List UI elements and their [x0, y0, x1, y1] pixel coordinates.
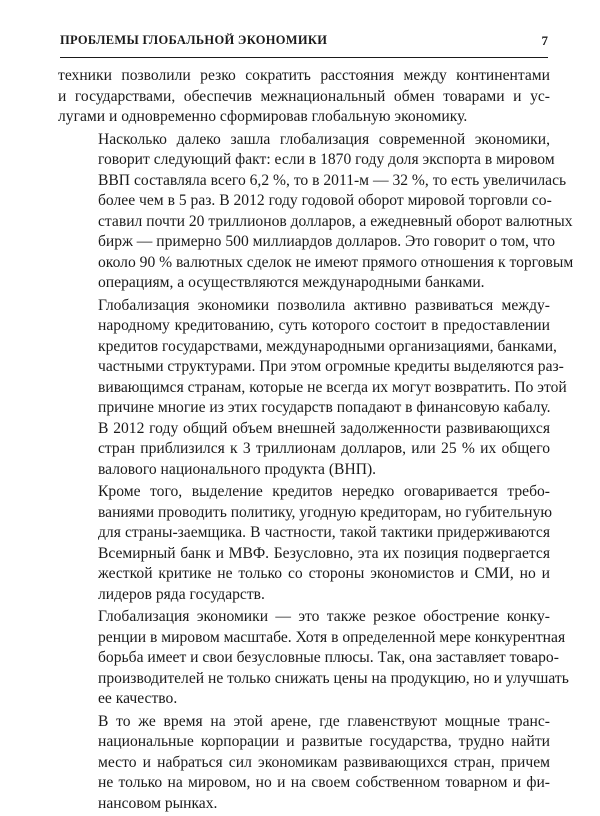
body-text — [58, 66, 574, 816]
text-line: народному кредитованию, суть которого состоит в предоставлении — [98, 317, 550, 334]
text-line: кредитов государствами, международными организациями, банками, — [98, 337, 557, 355]
text-line: жесткой критике не только со стороны экономистов и СМИ, но и — [98, 565, 550, 582]
page-number: 7 — [541, 33, 548, 48]
text-line: ее качество. — [98, 690, 178, 707]
text-line: лугами и одновременно сформировав глобальную экономику. — [58, 108, 468, 125]
text-line: В то же время на этой арене, где главенствуют мощные транс- — [98, 712, 550, 730]
text-line: причине многие из этих государств попадают в финансовую кабалу. — [98, 399, 551, 416]
text-line: стран приблизился к 3 триллионам долларов, или 25 % их общего — [98, 440, 550, 457]
paragraph — [58, 607, 569, 710]
text-line: национальные корпорации и развитые государства, трудно найти — [98, 733, 550, 750]
text-line: Кроме того, выделение кредитов нередко оговаривается требо- — [98, 483, 550, 500]
header-divider — [60, 57, 548, 58]
text-line: место и набраться сил экономикам развивающихся стран, причем — [98, 753, 550, 771]
paragraph — [58, 712, 550, 815]
text-line: В 2012 году общий объем внешней задолженности развивающихся — [98, 419, 550, 437]
text-line: более чем в 5 раз. В 2012 году годовой оборот мировой торговли со- — [98, 192, 552, 209]
text-line: ставил почти 20 триллионов долларов, а ежедневный оборот валютных — [98, 212, 573, 230]
paragraph — [58, 66, 550, 128]
text-line: частными структурами. При этом огромные кредиты выделяются раз- — [98, 358, 564, 375]
running-header — [60, 33, 548, 53]
text-line: и государствами, обеспечив межнациональный обмен товарами и ус- — [58, 87, 550, 105]
text-line: техники позволили резко сократить расстояния между континентами — [58, 67, 550, 84]
text-line: производителей не только снижать цены на продукцию, но и улучшать — [98, 669, 569, 687]
text-line: ВВП составляла всего 6,2 %, то в 2011-м — 32 %, то есть увеличилась — [98, 171, 567, 189]
text-line: около 90 % валютных сделок не имеют прямого отношения к торговым — [98, 253, 574, 271]
text-line: ваниями проводить политику, угодную кредиторам, но губительную — [98, 503, 552, 521]
text-line: валового национального продукта (ВНП). — [98, 460, 377, 478]
text-line: вивающимся странам, которые не всегда их могут возвратить. По этой — [98, 378, 567, 396]
chapter-title: ПРОБЛЕМЫ ГЛОБАЛЬНОЙ ЭКОНОМИКИ — [60, 33, 328, 47]
text-line: Насколько далеко зашла глобализация современной экономики, — [98, 130, 550, 148]
text-line: бирж — примерно 500 миллиардов долларов. Это говорит о том, что — [98, 233, 556, 250]
paragraph — [58, 482, 550, 605]
text-line: лидеров ряда государств. — [98, 585, 265, 603]
text-line: борьба имеет и свои безусловные плюсы. Так, она заставляет товаро- — [98, 649, 559, 666]
text-line: операциям, а осуществляются международными банками. — [98, 274, 485, 291]
paragraph — [58, 296, 567, 481]
text-line: не только на мировом, но и на своем собственном товарном и фи- — [98, 774, 550, 791]
text-line: ренции в мировом масштабе. Хотя в определенной мере конкурентная — [98, 628, 566, 646]
text-line: для страны-заемщика. В частности, такой тактики придерживаются — [98, 524, 550, 541]
text-line: Глобализация экономики позволила активно развиваться между- — [98, 296, 550, 314]
text-line: говорит следующий факт: если в 1870 году доля экспорта в мировом — [98, 151, 555, 168]
text-line: Всемирный банк и МВФ. Безусловно, эта их позиция подвергается — [98, 544, 550, 562]
paragraph — [58, 130, 574, 294]
text-line: Глобализация экономики — это также резкое обострение конку- — [98, 608, 550, 625]
text-line: нансовом рынках. — [98, 794, 218, 812]
